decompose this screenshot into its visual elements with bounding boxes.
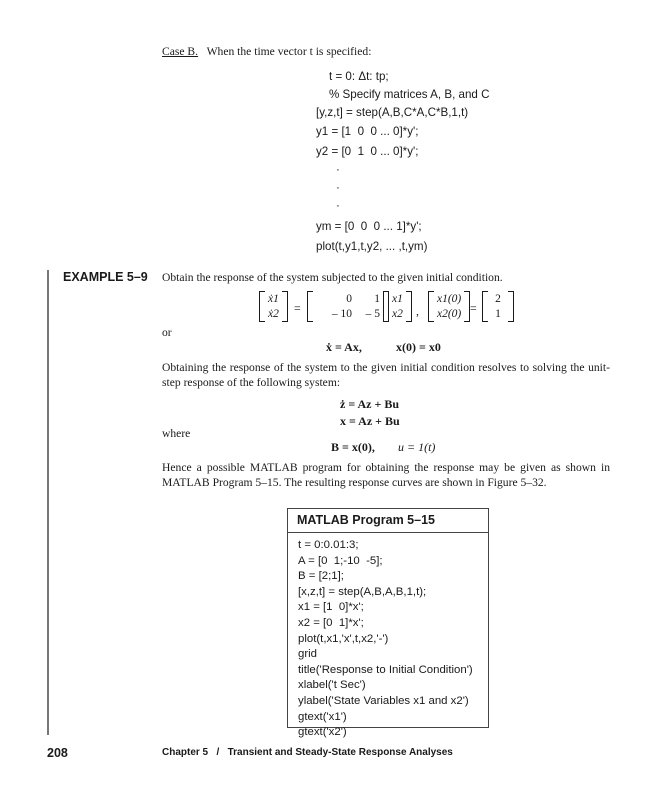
system-matrix: [307, 291, 389, 322]
state-vector: [383, 291, 412, 322]
chapter-label: Chapter 5: [162, 747, 209, 758]
matrix-entry: – 5: [365, 308, 380, 320]
lhs-entry: ẋ1: [268, 293, 279, 305]
or-text: or: [162, 326, 172, 339]
running-footer: [162, 747, 453, 758]
equation-x: x = Az + Bu: [340, 414, 400, 428]
ic-entry: x1(0): [437, 293, 462, 305]
program-code: [288, 533, 488, 741]
compact-equation-left: ẋ = Ax,: [326, 340, 362, 354]
program-line: ylabel('State Variables x1 and x2'): [298, 694, 469, 707]
program-line: gtext('x2'): [298, 726, 347, 739]
case-b-code-line: [y,z,t] = step(A,B,C*A,C*B,1,t): [316, 106, 469, 119]
case-b-code-line: y1 = [1 0 0 ... 0]*y';: [316, 125, 419, 138]
matrix-entry: 0: [346, 293, 352, 305]
case-b-code-line: ym = [0 0 0 ... 1]*y';: [316, 220, 422, 233]
program-line: B = [2;1];: [298, 570, 344, 583]
case-b-label: Case B.: [162, 45, 199, 58]
equals-sign: =: [470, 301, 477, 315]
lhs-vector: [259, 291, 288, 322]
program-line: [x,z,t] = step(A,B,A,B,1,t);: [298, 585, 427, 598]
ic-value: 2: [495, 293, 501, 305]
compact-equation-right: x(0) = x0: [396, 340, 441, 354]
ic-entry: x2(0): [437, 308, 462, 320]
initial-condition-values: [482, 291, 514, 322]
example-margin-rule: [47, 270, 49, 735]
equation-b-right: u = 1(t): [398, 440, 436, 454]
lhs-entry: ẋ2: [268, 308, 279, 320]
state-entry: x2: [392, 308, 403, 320]
initial-condition-vector: [428, 291, 470, 322]
case-b-code-line: t = 0: Δt: tp;: [329, 70, 389, 83]
where-text: where: [162, 427, 191, 440]
program-line: x2 = [0 1]*x';: [298, 616, 364, 629]
program-title: MATLAB Program 5–15: [288, 509, 488, 533]
matrix-entry: 1: [374, 293, 380, 305]
equals-sign: =: [294, 301, 301, 315]
case-b-vertical-dot: ·: [336, 163, 340, 176]
case-b-vertical-dot: ·: [336, 199, 340, 212]
program-line: title('Response to Initial Condition'): [298, 663, 473, 676]
case-b-heading-text: When the time vector t is specified:: [206, 45, 372, 58]
ic-value: 1: [495, 308, 501, 320]
case-b-code-line: plot(t,y1,t,y2, ... ,t,ym): [316, 240, 428, 253]
equation-b-left: B = x(0),: [331, 440, 375, 454]
program-line: x1 = [1 0]*x';: [298, 601, 364, 614]
example-label: EXAMPLE 5–9: [63, 270, 148, 284]
case-b-heading: [162, 45, 371, 60]
equation-z: ż = Az + Bu: [340, 397, 400, 411]
program-line: t = 0:0.01:3;: [298, 539, 359, 551]
paragraph-2: Hence a possible MATLAB program for obtaining the response may be given as shown in MATLAB Program 5–15. The resulting response curves are shown in Figure 5–32.: [162, 461, 610, 489]
program-line: xlabel('t Sec'): [298, 679, 366, 692]
program-line: plot(t,x1,'x',t,x2,'-'): [298, 632, 389, 645]
chapter-title: Transient and Steady-State Response Analyses: [227, 747, 453, 758]
case-b-code-line: % Specify matrices A, B, and C: [329, 88, 490, 101]
paragraph-1: Obtaining the response of the system to the given initial condition resolves to solving the unit-step response of the following system:: [162, 361, 610, 389]
case-b-code-line: y2 = [0 1 0 ... 0]*y';: [316, 145, 419, 158]
example-intro: Obtain the response of the system subjected to the given initial condition.: [162, 271, 503, 284]
footer-separator: /: [216, 747, 220, 758]
case-b-vertical-dot: ·: [336, 181, 340, 194]
matrix-entry: – 10: [331, 308, 352, 320]
matlab-program-box: [287, 508, 489, 739]
comma: ,: [416, 304, 419, 318]
program-line: grid: [298, 648, 317, 661]
state-entry: x1: [392, 293, 403, 305]
program-line: gtext('x1'): [298, 710, 347, 723]
page-number: 208: [47, 746, 68, 760]
program-line: A = [0 1;-10 -5];: [298, 554, 383, 567]
